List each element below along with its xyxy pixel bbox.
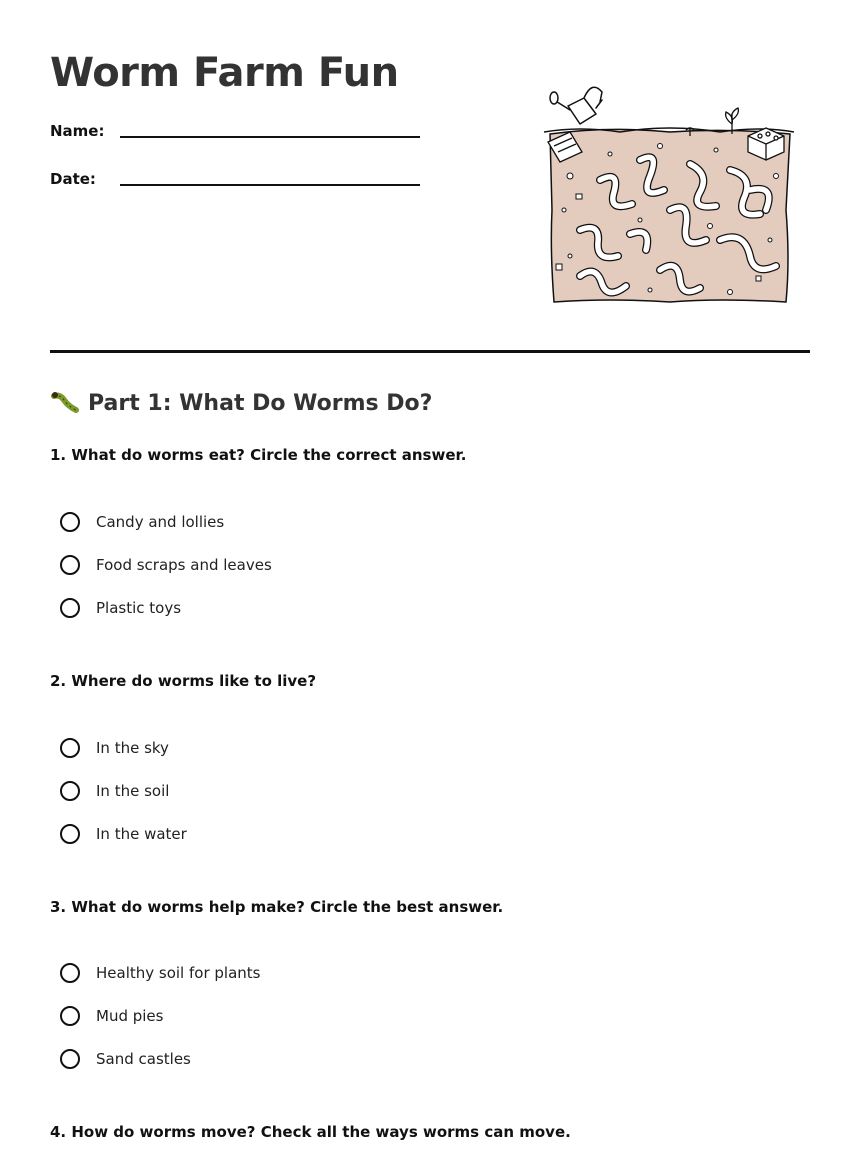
answer-label: Healthy soil for plants bbox=[96, 963, 261, 982]
answer-label: In the sky bbox=[96, 738, 169, 757]
question-2: 2. Where do worms like to live? bbox=[50, 672, 317, 690]
answer-option[interactable] bbox=[60, 994, 260, 1037]
date-field bbox=[50, 170, 96, 188]
question-3-options bbox=[60, 951, 260, 1080]
question-4: 4. How do worms move? Check all the ways worms can move. bbox=[50, 1123, 571, 1141]
question-1: 1. What do worms eat? Circle the correct answer. bbox=[50, 446, 467, 464]
answer-circle[interactable] bbox=[60, 1049, 80, 1069]
date-write-line[interactable] bbox=[120, 184, 420, 186]
watering-can-icon bbox=[550, 87, 602, 124]
worksheet-title: Worm Farm Fun bbox=[50, 50, 399, 96]
answer-option[interactable] bbox=[60, 1037, 260, 1080]
worm-farm-illustration bbox=[540, 80, 800, 310]
answer-option[interactable] bbox=[60, 543, 272, 586]
answer-option[interactable] bbox=[60, 500, 272, 543]
answer-label: Candy and lollies bbox=[96, 512, 225, 531]
answer-label: In the water bbox=[96, 824, 187, 843]
question-2-options bbox=[60, 726, 187, 855]
question-1-options bbox=[60, 500, 272, 629]
answer-circle[interactable] bbox=[60, 738, 80, 758]
answer-circle[interactable] bbox=[60, 555, 80, 575]
name-write-line[interactable] bbox=[120, 136, 420, 138]
name-field bbox=[50, 122, 104, 140]
answer-circle[interactable] bbox=[60, 598, 80, 618]
answer-option[interactable] bbox=[60, 726, 187, 769]
answer-option[interactable] bbox=[60, 769, 187, 812]
answer-label: Sand castles bbox=[96, 1049, 191, 1068]
answer-option[interactable] bbox=[60, 586, 272, 629]
answer-option[interactable] bbox=[60, 812, 187, 855]
answer-label: Mud pies bbox=[96, 1006, 164, 1025]
question-3: 3. What do worms help make? Circle the best answer. bbox=[50, 898, 504, 916]
answer-circle[interactable] bbox=[60, 824, 80, 844]
name-label: Name: bbox=[50, 122, 105, 140]
section-divider bbox=[50, 350, 810, 353]
answer-label: In the soil bbox=[96, 781, 170, 800]
part1-heading-text: Part 1: What Do Worms Do? bbox=[88, 390, 433, 416]
date-label: Date: bbox=[50, 170, 96, 188]
answer-circle[interactable] bbox=[60, 1006, 80, 1026]
answer-label: Food scraps and leaves bbox=[96, 555, 272, 574]
part1-heading bbox=[50, 390, 432, 416]
worm-icon bbox=[50, 390, 80, 416]
answer-label: Plastic toys bbox=[96, 598, 182, 617]
answer-circle[interactable] bbox=[60, 781, 80, 801]
answer-option[interactable] bbox=[60, 951, 260, 994]
answer-circle[interactable] bbox=[60, 512, 80, 532]
answer-circle[interactable] bbox=[60, 963, 80, 983]
